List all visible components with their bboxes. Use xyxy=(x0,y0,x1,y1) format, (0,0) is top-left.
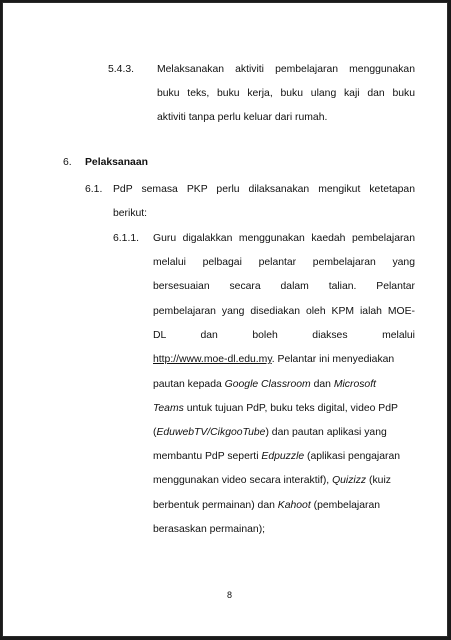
paragraph-line: bersesuaian secara dalam talian. Pelantar xyxy=(153,281,415,292)
paragraph-line xyxy=(153,426,387,439)
italic-term: Kahoot xyxy=(277,500,311,511)
italic-term: Teams xyxy=(153,403,184,414)
paragraph-line: buku teks, buku kerja, buku ulang kaji dan buku xyxy=(157,88,415,99)
paragraph-line: berasaskan permainan); xyxy=(153,524,266,535)
section-number-5-4-3: 5.4.3. xyxy=(108,64,134,75)
document-page xyxy=(3,3,447,636)
italic-term: EduwebTV/CikgooTube xyxy=(156,427,266,438)
text-span: (aplikasi pengajaran xyxy=(304,451,401,462)
paragraph-line xyxy=(153,402,398,415)
text-span: . Pelantar ini menyediakan xyxy=(271,354,395,365)
paragraph-line: aktiviti tanpa perlu keluar dari rumah. xyxy=(157,112,328,123)
paragraph-line: pembelajaran yang disediakan oleh KPM ialah MOE- xyxy=(153,306,415,317)
paragraph-line: DL dan boleh diakses melalui xyxy=(153,330,415,341)
paragraph-line xyxy=(153,450,400,463)
text-span: berbentuk permainan) dan xyxy=(153,500,278,511)
text-span: ( xyxy=(153,427,157,438)
paragraph-line: Melaksanakan aktiviti pembelajaran menggunakan xyxy=(157,64,415,75)
text-span: untuk tujuan PdP, buku teks digital, video PdP xyxy=(183,403,398,414)
text-span: ) dan pautan aplikasi yang xyxy=(265,427,387,438)
section-number-6-1-1: 6.1.1. xyxy=(113,233,139,244)
paragraph-line xyxy=(153,353,394,366)
paragraph-line: PdP semasa PKP perlu dilaksanakan mengikut ketetapan xyxy=(113,184,415,195)
text-span: dan xyxy=(310,379,334,390)
paragraph-line xyxy=(153,378,376,391)
text-span: membantu PdP seperti xyxy=(153,451,262,462)
paragraph-line xyxy=(153,474,391,487)
text-span: (pembelajaran xyxy=(310,500,381,511)
text-span: (kuiz xyxy=(366,475,391,486)
text-span: menggunakan video secara interaktif), xyxy=(153,475,333,486)
paragraph-line: melalui pelbagai pelantar pembelajaran yang xyxy=(153,257,415,268)
paragraph-line xyxy=(153,499,380,512)
italic-term: Google Classroom xyxy=(224,379,311,390)
italic-term: Edpuzzle xyxy=(261,451,305,462)
moe-dl-link[interactable]: http://www.moe-dl.edu.my xyxy=(153,354,272,365)
italic-term: Quizizz xyxy=(332,475,367,486)
page-number: 8 xyxy=(227,590,233,600)
text-span: pautan kepada xyxy=(153,379,225,390)
section-heading: Pelaksanaan xyxy=(85,157,148,168)
section-number-6: 6. xyxy=(63,157,72,168)
paragraph-line: Guru digalakkan menggunakan kaedah pembelajaran xyxy=(153,233,415,244)
italic-term: Microsoft xyxy=(333,379,376,390)
section-number-6-1: 6.1. xyxy=(85,184,103,195)
paragraph-line: berikut: xyxy=(113,208,148,219)
